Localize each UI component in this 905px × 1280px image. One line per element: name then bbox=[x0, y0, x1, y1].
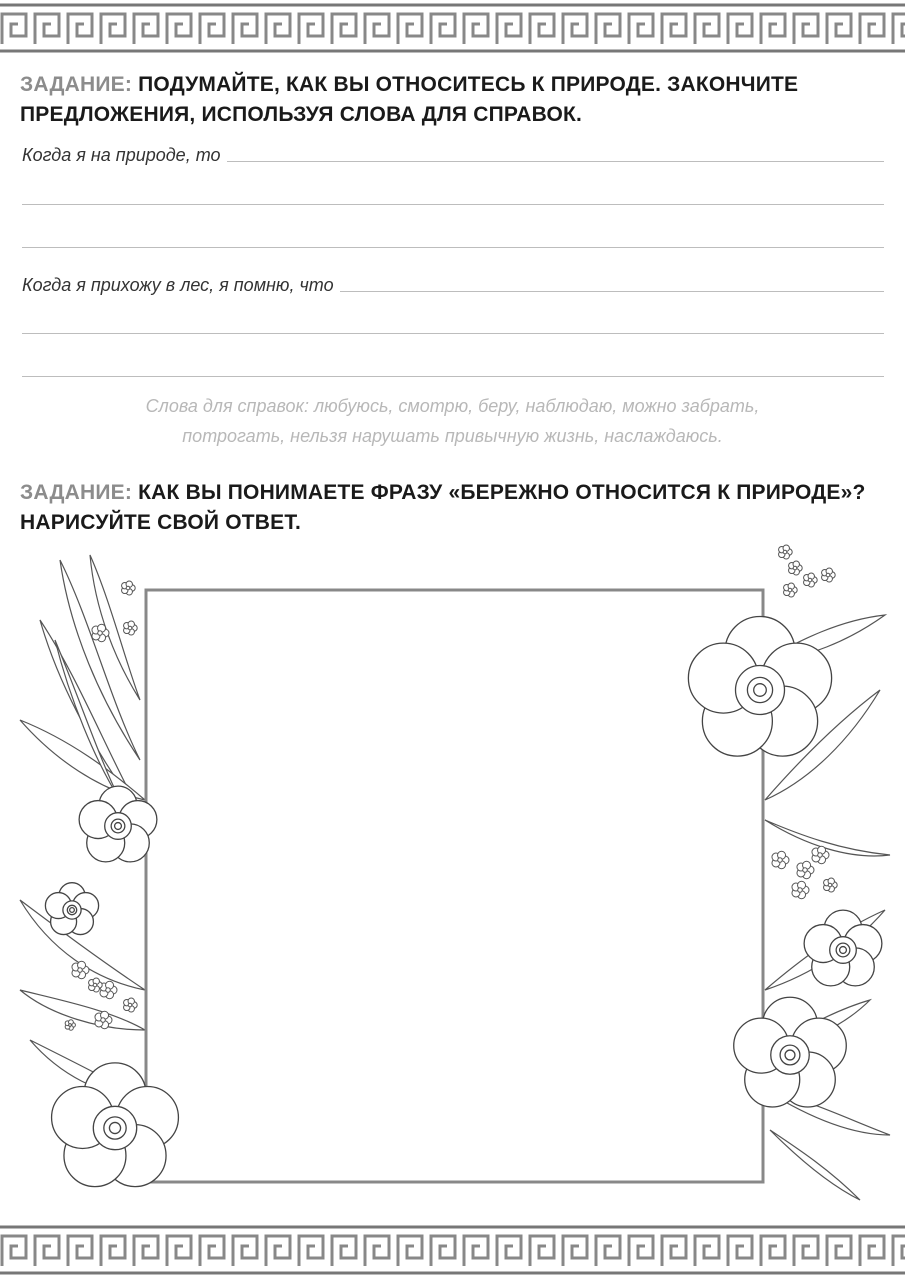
blossom-icon bbox=[89, 978, 103, 992]
greek-key-motif bbox=[629, 14, 653, 44]
blossom-icon bbox=[804, 573, 818, 587]
greek-key-motif bbox=[68, 14, 92, 44]
answer-line-1[interactable] bbox=[227, 161, 884, 162]
prompt-1: Когда я на природе, то bbox=[22, 145, 221, 165]
greek-key-motif bbox=[299, 1236, 323, 1266]
greek-key-motif bbox=[365, 1236, 389, 1266]
greek-key-motif bbox=[497, 14, 521, 44]
greek-key-motif bbox=[893, 1236, 905, 1266]
greek-key-motif bbox=[530, 14, 554, 44]
greek-key-motif bbox=[266, 1236, 290, 1266]
greek-key-motif bbox=[596, 1236, 620, 1266]
greek-key-motif bbox=[860, 14, 884, 44]
greek-key-motif bbox=[68, 1236, 92, 1266]
blossom-icon bbox=[789, 561, 803, 575]
greek-key-motif bbox=[464, 14, 488, 44]
greek-key-motif bbox=[101, 1236, 125, 1266]
greek-key-border-bottom bbox=[0, 1222, 905, 1278]
greek-key-motif bbox=[200, 1236, 224, 1266]
greek-key-motif bbox=[695, 1236, 719, 1266]
blossom-icon bbox=[784, 583, 798, 597]
hint-words bbox=[20, 391, 885, 451]
greek-key-motif bbox=[299, 14, 323, 44]
greek-key-motif bbox=[35, 1236, 59, 1266]
greek-key-motif bbox=[497, 1236, 521, 1266]
task-1-text-line2: ПРЕДЛОЖЕНИЯ, ИСПОЛЬЗУЯ СЛОВА ДЛЯ СПРАВОК. bbox=[20, 103, 583, 126]
greek-key-motif bbox=[398, 1236, 422, 1266]
answer-line-3[interactable] bbox=[22, 247, 884, 248]
greek-key-motif bbox=[332, 1236, 356, 1266]
task-2-text-line1: КАК ВЫ ПОНИМАЕТЕ ФРАЗУ «БЕРЕЖНО ОТНОСИТСЯ К ПРИРОДЕ»? bbox=[138, 481, 866, 504]
greek-key-motif bbox=[35, 14, 59, 44]
greek-key-motif bbox=[530, 1236, 554, 1266]
greek-key-motif bbox=[596, 14, 620, 44]
blossom-icon bbox=[65, 1020, 75, 1031]
greek-key-motif bbox=[233, 14, 257, 44]
greek-key-motif bbox=[134, 1236, 158, 1266]
blossom-icon bbox=[779, 545, 793, 559]
greek-key-motif bbox=[464, 1236, 488, 1266]
greek-key-motif bbox=[629, 1236, 653, 1266]
greek-key-motif bbox=[2, 1236, 26, 1266]
greek-key-motif bbox=[431, 1236, 455, 1266]
greek-key-motif bbox=[827, 14, 851, 44]
blossom-icon bbox=[772, 851, 789, 869]
greek-key-motif bbox=[827, 1236, 851, 1266]
prompt-row-2 bbox=[22, 266, 884, 296]
greek-key-motif bbox=[695, 14, 719, 44]
blossom-icon bbox=[792, 881, 809, 899]
task-2-label: ЗАДАНИЕ: bbox=[20, 481, 133, 504]
task-2-text-line2: НАРИСУЙТЕ СВОЙ ОТВЕТ. bbox=[20, 511, 302, 534]
blossom-icon bbox=[124, 998, 138, 1012]
answer-line-4[interactable] bbox=[340, 291, 884, 292]
greek-key-motif bbox=[365, 14, 389, 44]
blossom-icon bbox=[124, 621, 138, 635]
greek-key-motif bbox=[761, 1236, 785, 1266]
hint-line-1: Слова для справок: любуюсь, смотрю, беру, наблюдаю, можно забрать, bbox=[145, 396, 760, 416]
greek-key-border-top bbox=[0, 0, 905, 56]
blossom-icon bbox=[122, 581, 136, 595]
answer-line-6[interactable] bbox=[22, 376, 884, 377]
prompt-2: Когда я прихожу в лес, я помню, что bbox=[22, 275, 334, 295]
greek-key-motif bbox=[200, 14, 224, 44]
greek-key-motif bbox=[2, 14, 26, 44]
hint-line-2: потрогать, нельзя нарушать привычную жизнь, наслаждаюсь. bbox=[182, 426, 723, 446]
greek-key-motif bbox=[167, 1236, 191, 1266]
drawing-area bbox=[0, 522, 905, 1222]
greek-key-motif bbox=[431, 14, 455, 44]
greek-key-motif bbox=[563, 1236, 587, 1266]
answer-line-2[interactable] bbox=[22, 204, 884, 205]
greek-key-motif bbox=[332, 14, 356, 44]
prompt-row-1 bbox=[22, 136, 884, 166]
blossom-icon bbox=[824, 878, 838, 892]
greek-key-motif bbox=[794, 14, 818, 44]
blossom-icon bbox=[822, 568, 836, 582]
task-1-text-line1: ПОДУМАЙТЕ, КАК ВЫ ОТНОСИТЕСЬ К ПРИРОДЕ. ЗАКОНЧИТЕ bbox=[138, 73, 799, 96]
greek-key-motif bbox=[728, 14, 752, 44]
greek-key-motif bbox=[728, 1236, 752, 1266]
greek-key-motif bbox=[167, 14, 191, 44]
greek-key-motif bbox=[563, 14, 587, 44]
task-1-label: ЗАДАНИЕ: bbox=[20, 73, 133, 96]
greek-key-motif bbox=[134, 14, 158, 44]
greek-key-motif bbox=[233, 1236, 257, 1266]
answer-line-5[interactable] bbox=[22, 333, 884, 334]
drawing-frame[interactable] bbox=[146, 590, 763, 1182]
greek-key-motif bbox=[266, 14, 290, 44]
greek-key-motif bbox=[662, 1236, 686, 1266]
task-1-heading bbox=[20, 70, 885, 130]
greek-key-motif bbox=[794, 1236, 818, 1266]
greek-key-motif bbox=[893, 14, 905, 44]
blossom-icon bbox=[797, 861, 814, 879]
greek-key-motif bbox=[860, 1236, 884, 1266]
greek-key-motif bbox=[662, 14, 686, 44]
greek-key-motif bbox=[398, 14, 422, 44]
greek-key-motif bbox=[101, 14, 125, 44]
greek-key-motif bbox=[761, 14, 785, 44]
flower-icon bbox=[45, 883, 98, 935]
